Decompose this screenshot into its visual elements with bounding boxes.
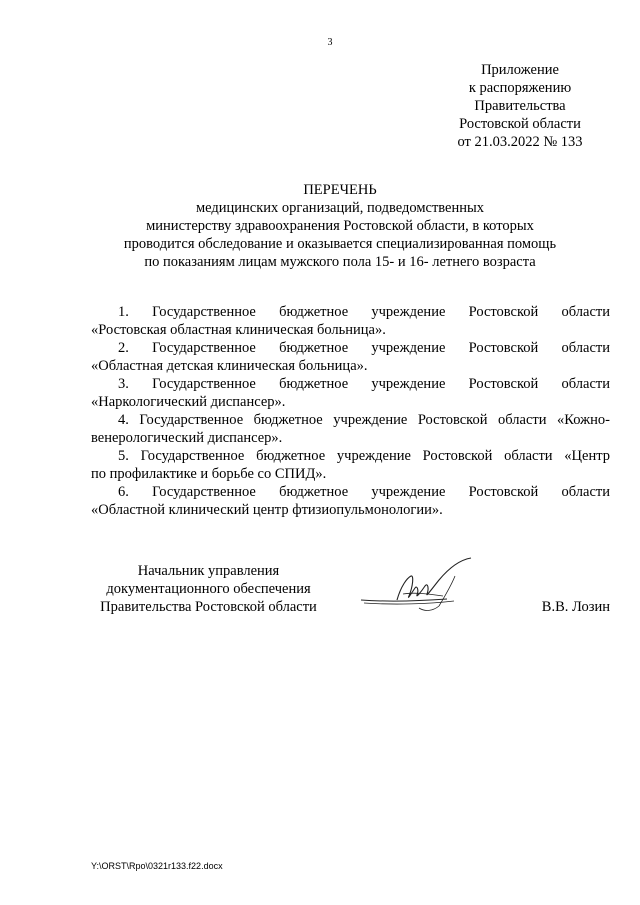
appendix-block <box>430 61 610 151</box>
signatory-position-line: Правительства Ростовской области <box>100 599 317 615</box>
appendix-line: Правительства <box>474 98 566 114</box>
list-item-first-line: 1. Государственное бюджетное учреждение Ростовской области <box>118 304 610 320</box>
list-item <box>91 303 610 339</box>
handwritten-signature-icon <box>359 556 484 618</box>
list-item-continuation: «Наркологический диспансер». <box>91 394 286 410</box>
list-item-first-line: 5. Государственное бюджетное учреждение Ростовской области «Центр <box>118 448 610 464</box>
list-item-continuation: «Ростовская областная клиническая больница». <box>91 322 386 338</box>
list-item <box>91 483 610 519</box>
document-title <box>60 181 620 271</box>
title-line: министерству здравоохранения Ростовской области, в которых <box>146 218 534 234</box>
list-item-first-line: 4. Государственное бюджетное учреждение Ростовской области «Кожно- <box>118 412 610 428</box>
title-line: проводится обследование и оказывается специализированная помощь <box>123 236 557 252</box>
signatory-position <box>91 562 326 616</box>
list-item-first-line: 3. Государственное бюджетное учреждение Ростовской области <box>118 376 610 392</box>
list-item <box>91 339 610 375</box>
appendix-line: к распоряжению <box>468 80 572 96</box>
title-line: медицинских организаций, подведомственных <box>195 200 485 216</box>
signatory-position-line: документационного обеспечения <box>106 581 311 597</box>
signatory-position-line: Начальник управления <box>137 563 280 579</box>
list-item-continuation: «Областной клинический центр фтизиопульмонологии». <box>91 502 443 518</box>
file-path-footer: Y:\ORST\Rpo\0321r133.f22.docx <box>91 861 223 871</box>
title-heading: ПЕРЕЧЕНЬ <box>303 182 377 198</box>
signatory-name: В.В. Лозин <box>541 599 610 615</box>
list-item <box>91 447 610 483</box>
signature-block <box>91 562 610 622</box>
appendix-line: Приложение <box>481 62 559 78</box>
organization-list <box>91 303 610 519</box>
list-item-continuation: «Областная детская клиническая больница». <box>91 358 368 374</box>
list-item <box>91 411 610 447</box>
list-item <box>91 375 610 411</box>
page-number: 3 <box>327 37 333 48</box>
list-item-first-line: 2. Государственное бюджетное учреждение Ростовской области <box>118 340 610 356</box>
list-item-continuation: по профилактике и борьбе со СПИД». <box>91 466 327 482</box>
appendix-line: от 21.03.2022 № 133 <box>457 134 583 150</box>
list-item-first-line: 6. Государственное бюджетное учреждение Ростовской области <box>118 484 610 500</box>
appendix-line: Ростовской области <box>459 116 581 132</box>
title-line: по показаниям лицам мужского пола 15- и 16- летнего возраста <box>144 254 536 270</box>
list-item-continuation: венерологический диспансер». <box>91 430 283 446</box>
